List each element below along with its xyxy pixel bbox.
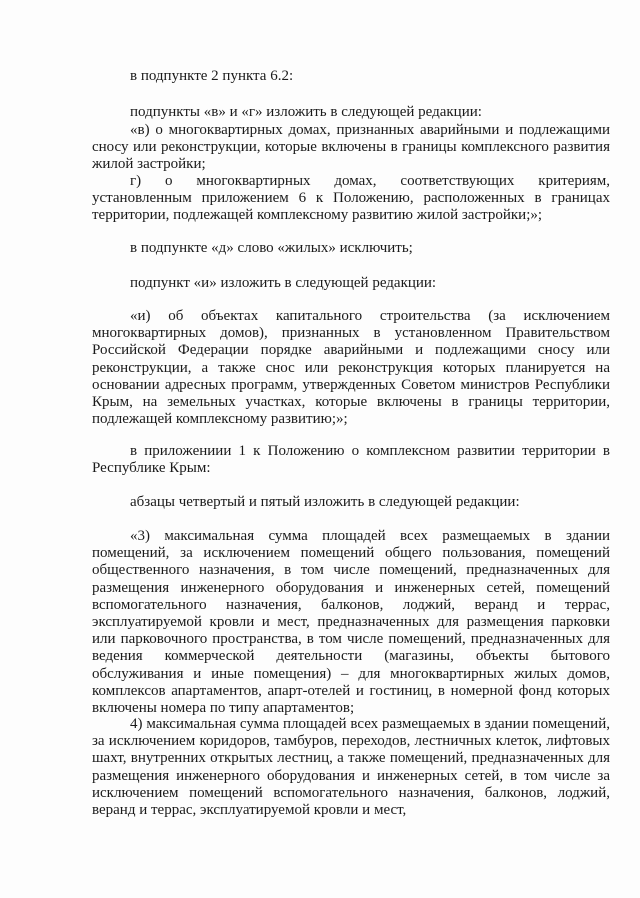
paragraph-item-i: «и) об объектах капитального строительства (за исключением многоквартирных домов), признанных в установленном Правительством Российской Федерации порядке аварийными и подлежащими сносу или реконструкции, а также снос или реконструкция которых планируется на основании адресных программ, утвержденных Советом министров Республики Крым, на земельных участках, которые включены в границы территории, подлежащей комплексному развитию;»; — [92, 308, 610, 428]
paragraph-item-g: г) о многоквартирных домах, соответствующих критериям, установленным приложением 6 к Положению, расположенных в границах территории, подлежащей комплексному развитию жилой застройки;»; — [92, 173, 610, 224]
paragraph-item-v: «в) о многоквартирных домах, признанных аварийными и подлежащими сносу или реконструкции, которые включены в границы комплексного развития жилой застройки; — [92, 122, 610, 173]
paragraph-clause-3: «3) максимальная сумма площадей всех размещаемых в здании помещений, за исключением помещений общего пользования, помещений общественного назначения, в том числе помещений, предназначенных для размещения инженерного оборудования и инженерных сетей, помещений вспомогательного назначения, балконов, лоджий, веранд и террас, эксплуатируемой кровли и мест, предназначенных для размещения парковки или парковочного пространства, в том числе помещений, предназначенных для ведения коммерческой деятельности (магазины, объекты бытового обслуживания и иные помещения) – для многоквартирных жилых домов, комплексов апартаментов, апарт-отелей и гостиниц, в номерной фонд которых включены номера по типу апартаментов; — [92, 528, 610, 717]
paragraph-item-d: в подпункте «д» слово «жилых» исключить; — [130, 240, 413, 256]
paragraph-clause-4: 4) максимальная сумма площадей всех размещаемых в здании помещений, за исключением коридоров, тамбуров, переходов, лестничных клеток, лифтовых шахт, внутренних открытых лестниц, а также помещений, предназначенных для размещения инженерного оборудования и инженерных сетей, в том числе за исключением помещений вспомогательного назначения, балконов, лоджий, веранд и террас, эксплуатируемой кровли и мест, — [92, 716, 610, 819]
paragraph-items-v-g-intro: подпункты «в» и «г» изложить в следующей редакции: — [130, 104, 482, 120]
paragraph-subitem-6-2: в подпункте 2 пункта 6.2: — [130, 68, 294, 84]
paragraph-paragraphs-4-5-intro: абзацы четвертый и пятый изложить в следующей редакции: — [130, 494, 520, 510]
paragraph-item-i-intro: подпункт «и» изложить в следующей редакции: — [130, 275, 437, 291]
paragraph-appendix-1: в приложениии 1 к Положению о комплексном развитии территории в Республике Крым: — [92, 443, 610, 477]
